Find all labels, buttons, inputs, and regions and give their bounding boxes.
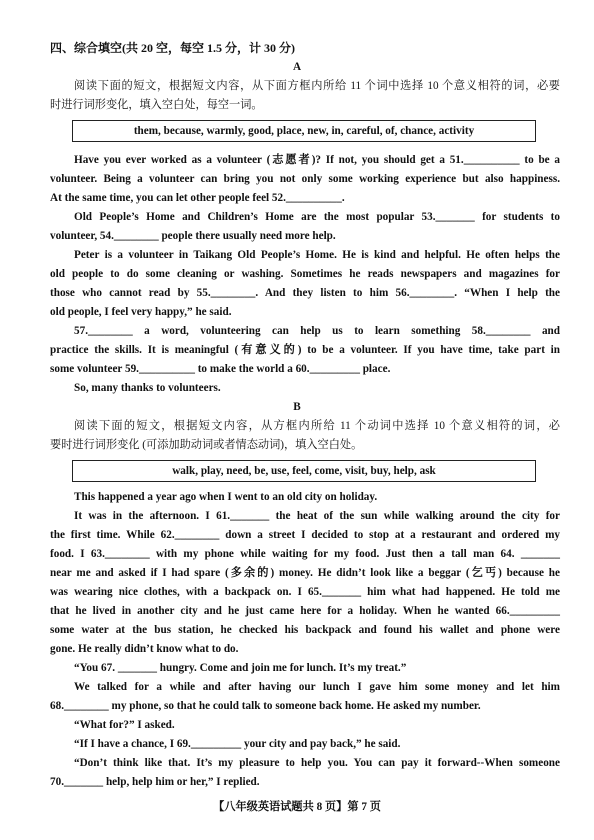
passage-a-line: those who cannot read by 55.________. And they listen to him 56.________. “When I help the (50, 287, 560, 299)
passage-b-line: near me and asked if I had spare (多余的) money. He didn’t look like a beggar (乞丐) because he (50, 567, 560, 579)
passage-b-line: “Don’t think like that. It’s my pleasure to help you. You can pay it forward--When someone (74, 757, 560, 769)
passage-b-line: “You 67. _______ hungry. Come and join me for lunch. It’s my treat.” (74, 662, 407, 674)
passage-b-line: that he lived in another city and he just came here for a holiday. When he wanted 66._________ (50, 605, 560, 617)
part-b-instruction-line: 阅读下面的短文，根据短文内容，从方框内所给 11 个动词中选择 10 个意义相符的词，必 (74, 420, 560, 432)
passage-b-line: was wearing nice clothes, with a backpack on. I 65._______ him what had happened. He told me (50, 586, 560, 598)
passage-a-line: old people to do some cleaning or washing. Sometimes he reads newspapers and magazines for (50, 268, 560, 280)
passage-b-line: the first time. While 62.________ down a street I decided to stop at a restaurant and ordered my (50, 529, 560, 541)
passage-a-line: old people, I feel very happy,” he said. (50, 306, 232, 318)
passage-a-line: 57.________ a word, volunteering can help us to learn something 58.________ and (74, 325, 560, 337)
passage-a-line: volunteer, 54.________ people there usually need more help. (50, 230, 336, 242)
passage-b-line: 68.________ my phone, so that he could talk to someone back home. He asked my number. (50, 700, 481, 712)
passage-a-line: practice the skills. It is meaningful (有意义的) to be a volunteer. If you have time, take part in (50, 344, 560, 356)
passage-b-line: “If I have a chance, I 69._________ your city and pay back,” he said. (74, 738, 401, 750)
passage-b-line: 70._______ help, help him or her,” I replied. (50, 776, 260, 788)
passage-a-line: Have you ever worked as a volunteer (志愿者)? If not, you should get a 51.__________ to be a (74, 154, 560, 166)
part-a-word-box: them, because, warmly, good, place, new, in, careful, of, chance, activity (72, 120, 536, 142)
passage-a-line: Peter is a volunteer in Taikang Old People’s Home. He is kind and helpful. He often helps the (74, 249, 560, 261)
part-b-label: B (293, 401, 301, 413)
passage-b-line: We talked for a while and after having our lunch I gave him some money and let him (74, 681, 560, 693)
passage-b-line: food. I 63.________ with my phone while waiting for my food. Just then a tall man 64. _______ (50, 548, 560, 560)
passage-a-line: some volunteer 59.__________ to make the world a 60._________ place. (50, 363, 391, 375)
passage-b-line: some water at the bus station, he checked his backpack and found his wallet and phone were (50, 624, 560, 636)
section-title: 四、综合填空(共 20 空，每空 1.5 分，计 30 分) (50, 41, 295, 55)
passage-a-line: So, many thanks to volunteers. (74, 382, 221, 394)
passage-a-line: At the same time, you can let other people feel 52.__________. (50, 192, 345, 204)
passage-a-line: volunteer. Being a volunteer can bring you not only some working experience but also happiness. (50, 173, 560, 185)
part-a-label: A (292, 61, 302, 73)
passage-b-line: This happened a year ago when I went to an old city on holiday. (74, 491, 378, 503)
page-footer: 【八年级英语试题共 8 页】第 7 页 (213, 801, 381, 813)
passage-b-line: It was in the afternoon. I 61._______ the heat of the sun while walking around the city for (74, 510, 560, 522)
part-b-word-box: walk, play, need, be, use, feel, come, visit, buy, help, ask (72, 460, 536, 482)
passage-a-line: Old People’s Home and Children’s Home are the most popular 53._______ for students to (74, 211, 560, 223)
part-a-instruction-line: 阅读下面的短文，根据短文内容，从下面方框内所给 11 个词中选择 10 个意义相符的词，必要 (74, 80, 560, 92)
part-a-instruction-line: 时进行词形变化，填入空白处，每空一词。 (50, 99, 263, 111)
passage-b-line: gone. He really didn’t know what to do. (50, 643, 239, 655)
part-b-instruction-line: 要时进行词形变化 (可添加助动词或者情态动词)，填入空白处。 (50, 439, 363, 451)
passage-b-line: “What for?” I asked. (74, 719, 175, 731)
